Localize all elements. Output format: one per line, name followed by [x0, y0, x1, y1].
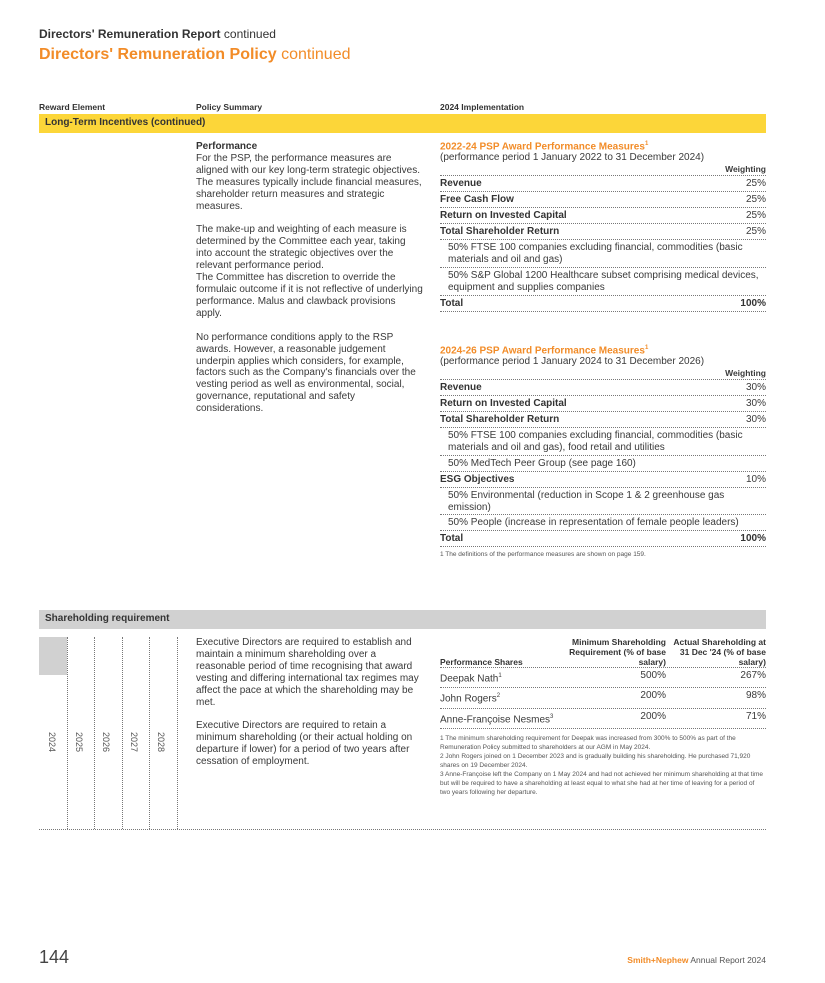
section-divider [39, 829, 766, 830]
table-row: Anne-Françoise Nesmes$^3$ 200% 71% [440, 709, 766, 729]
shareholding-table [440, 637, 766, 797]
esg-subrow: 50% Environmental (reduction in Scope 1 & 2 greenhouse gas emission) [440, 488, 766, 516]
tsr-subrow: 50% S&P Global 1200 Healthcare subset comprising medical devices, equipment and supplies companies [440, 268, 766, 296]
page-number: 144 [39, 947, 70, 967]
col-implementation: 2024 Implementation [440, 102, 525, 112]
timeline-divider [177, 637, 178, 829]
weighting-header: Weighting [440, 164, 766, 176]
footnote: 3 Anne-Françoise left the Company on 1 May 2024 and had not achieved her minimum shareholding at that time but will be required to have a shareholding at least equal to what she had at her time of leaving for a period of two years following her departure. [440, 770, 764, 796]
psp-2022-table [440, 141, 766, 312]
timeline-divider [122, 637, 123, 829]
total-row: Total 100% [440, 531, 766, 547]
table-row: Revenue 30% [440, 380, 766, 396]
col-policy-summary: Policy Summary [196, 102, 263, 112]
psp-2024-table [440, 345, 766, 559]
weighting-header: Weighting [440, 368, 766, 380]
tsr-subrow: 50% FTSE 100 companies excluding financial, commodities (basic materials and oil and gas) [440, 240, 766, 268]
table-row: John Rogers$^2$ 200% 98% [440, 688, 766, 708]
table-row: Return on Invested Capital 25% [440, 208, 766, 224]
shareholding-band: Shareholding requirement [39, 610, 766, 629]
policy-p1: Executive Directors are required to establish and maintain a minimum shareholding over a reasonable period of time recognising that award vesting and differing international tax regimes may affect the pace at which the shareholding may be met. [196, 637, 419, 708]
psp-2024-period: (performance period 1 January 2024 to 31 December 2026) [440, 356, 705, 368]
policy-p4: No performance conditions apply to the RSP awards. However, a reasonable judgement underpin applies which considers, for example, factors such as the Company's financials over the vesting period as well as environmental, social, governance, reputational and safety considerations. [196, 331, 416, 415]
timeline-divider [149, 637, 150, 829]
report-title: Directors' Remuneration Report continued [39, 27, 276, 41]
table-row: Return on Invested Capital 30% [440, 396, 766, 412]
section-title: Directors' Remuneration Policy continued [39, 46, 351, 63]
year-label: 2026 [101, 732, 111, 753]
table-header: Performance Shares Minimum Shareholding Requirement (% of base salary) Actual Shareholding at 31 Dec '24 (% of base salary) [440, 637, 766, 667]
policy-p1: For the PSP, the performance measures are aligned with our key long-term strategic objectives. The measures typically include financial measures, shareholder return measures and strategic measures. [196, 152, 422, 212]
policy-title: Performance [196, 141, 258, 152]
table-row: Free Cash Flow 25% [440, 192, 766, 208]
esg-row: ESG Objectives 10% [440, 472, 766, 488]
footer-brand: Smith+Nephew Annual Report 2024 [627, 955, 766, 965]
table-row: Deepak Nath$^1$ 500% 267% [440, 668, 766, 688]
footnote: 1 The minimum shareholding requirement for Deepak was increased from 300% to 500% as part of the Remuneration Policy submitted to shareholders at our AGM in May 2024. [440, 734, 736, 751]
esg-subrow: 50% People (increase in representation of female people leaders) [440, 515, 766, 531]
total-row: Total 100% [440, 296, 766, 312]
table-row: Total Shareholder Return 25% [440, 224, 766, 240]
psp-2024-title: 2024-26 PSP Award Performance Measures$^1$ [440, 345, 649, 357]
policy-p2: Executive Directors are required to retain a minimum shareholding (or their actual holding on departure if lower) for a period of two years after cessation of employment. [196, 720, 413, 768]
timeline-highlight [39, 637, 67, 675]
shareholding-policy [196, 637, 424, 768]
col-reward-element: Reward Element [39, 102, 106, 112]
tsr-subrow: 50% MedTech Peer Group (see page 160) [440, 456, 766, 472]
timeline-divider [94, 637, 95, 829]
policy-p3: The Committee has discretion to override the formulaic outcome if it is not reflective of underlying performance. Malus and clawback provisions apply. [196, 272, 423, 319]
footnote: 2 John Rogers joined on 1 December 2023 and is gradually building his shareholding. He purchased 71,920 shares on 19 December 2024. [440, 752, 751, 769]
lti-band: Long-Term Incentives (continued) [39, 114, 766, 133]
lti-policy [196, 141, 424, 415]
year-timeline [39, 637, 179, 832]
psp-2022-title: 2022-24 PSP Award Performance Measures$^1$ [440, 141, 649, 153]
table-row: Revenue 25% [440, 176, 766, 192]
psp-2022-period: (performance period 1 January 2022 to 31 December 2024) [440, 152, 705, 164]
lti-footnote: 1 The definitions of the performance measures are shown on page 159. [440, 551, 646, 559]
year-label: 2028 [156, 732, 166, 753]
year-label: 2027 [129, 732, 139, 753]
year-label: 2025 [74, 732, 84, 753]
year-label: 2024 [47, 732, 57, 753]
policy-p2: The make-up and weighting of each measure is determined by the Committee each year, taking into account the strategic objectives over the relevant performance period. [196, 224, 407, 272]
timeline-divider [67, 637, 68, 829]
tsr-subrow: 50% FTSE 100 companies excluding financial, commodities (basic materials and oil and gas), food retail and utilities [440, 428, 766, 456]
shareholding-footnotes [440, 734, 766, 797]
table-row: Total Shareholder Return 30% [440, 412, 766, 428]
